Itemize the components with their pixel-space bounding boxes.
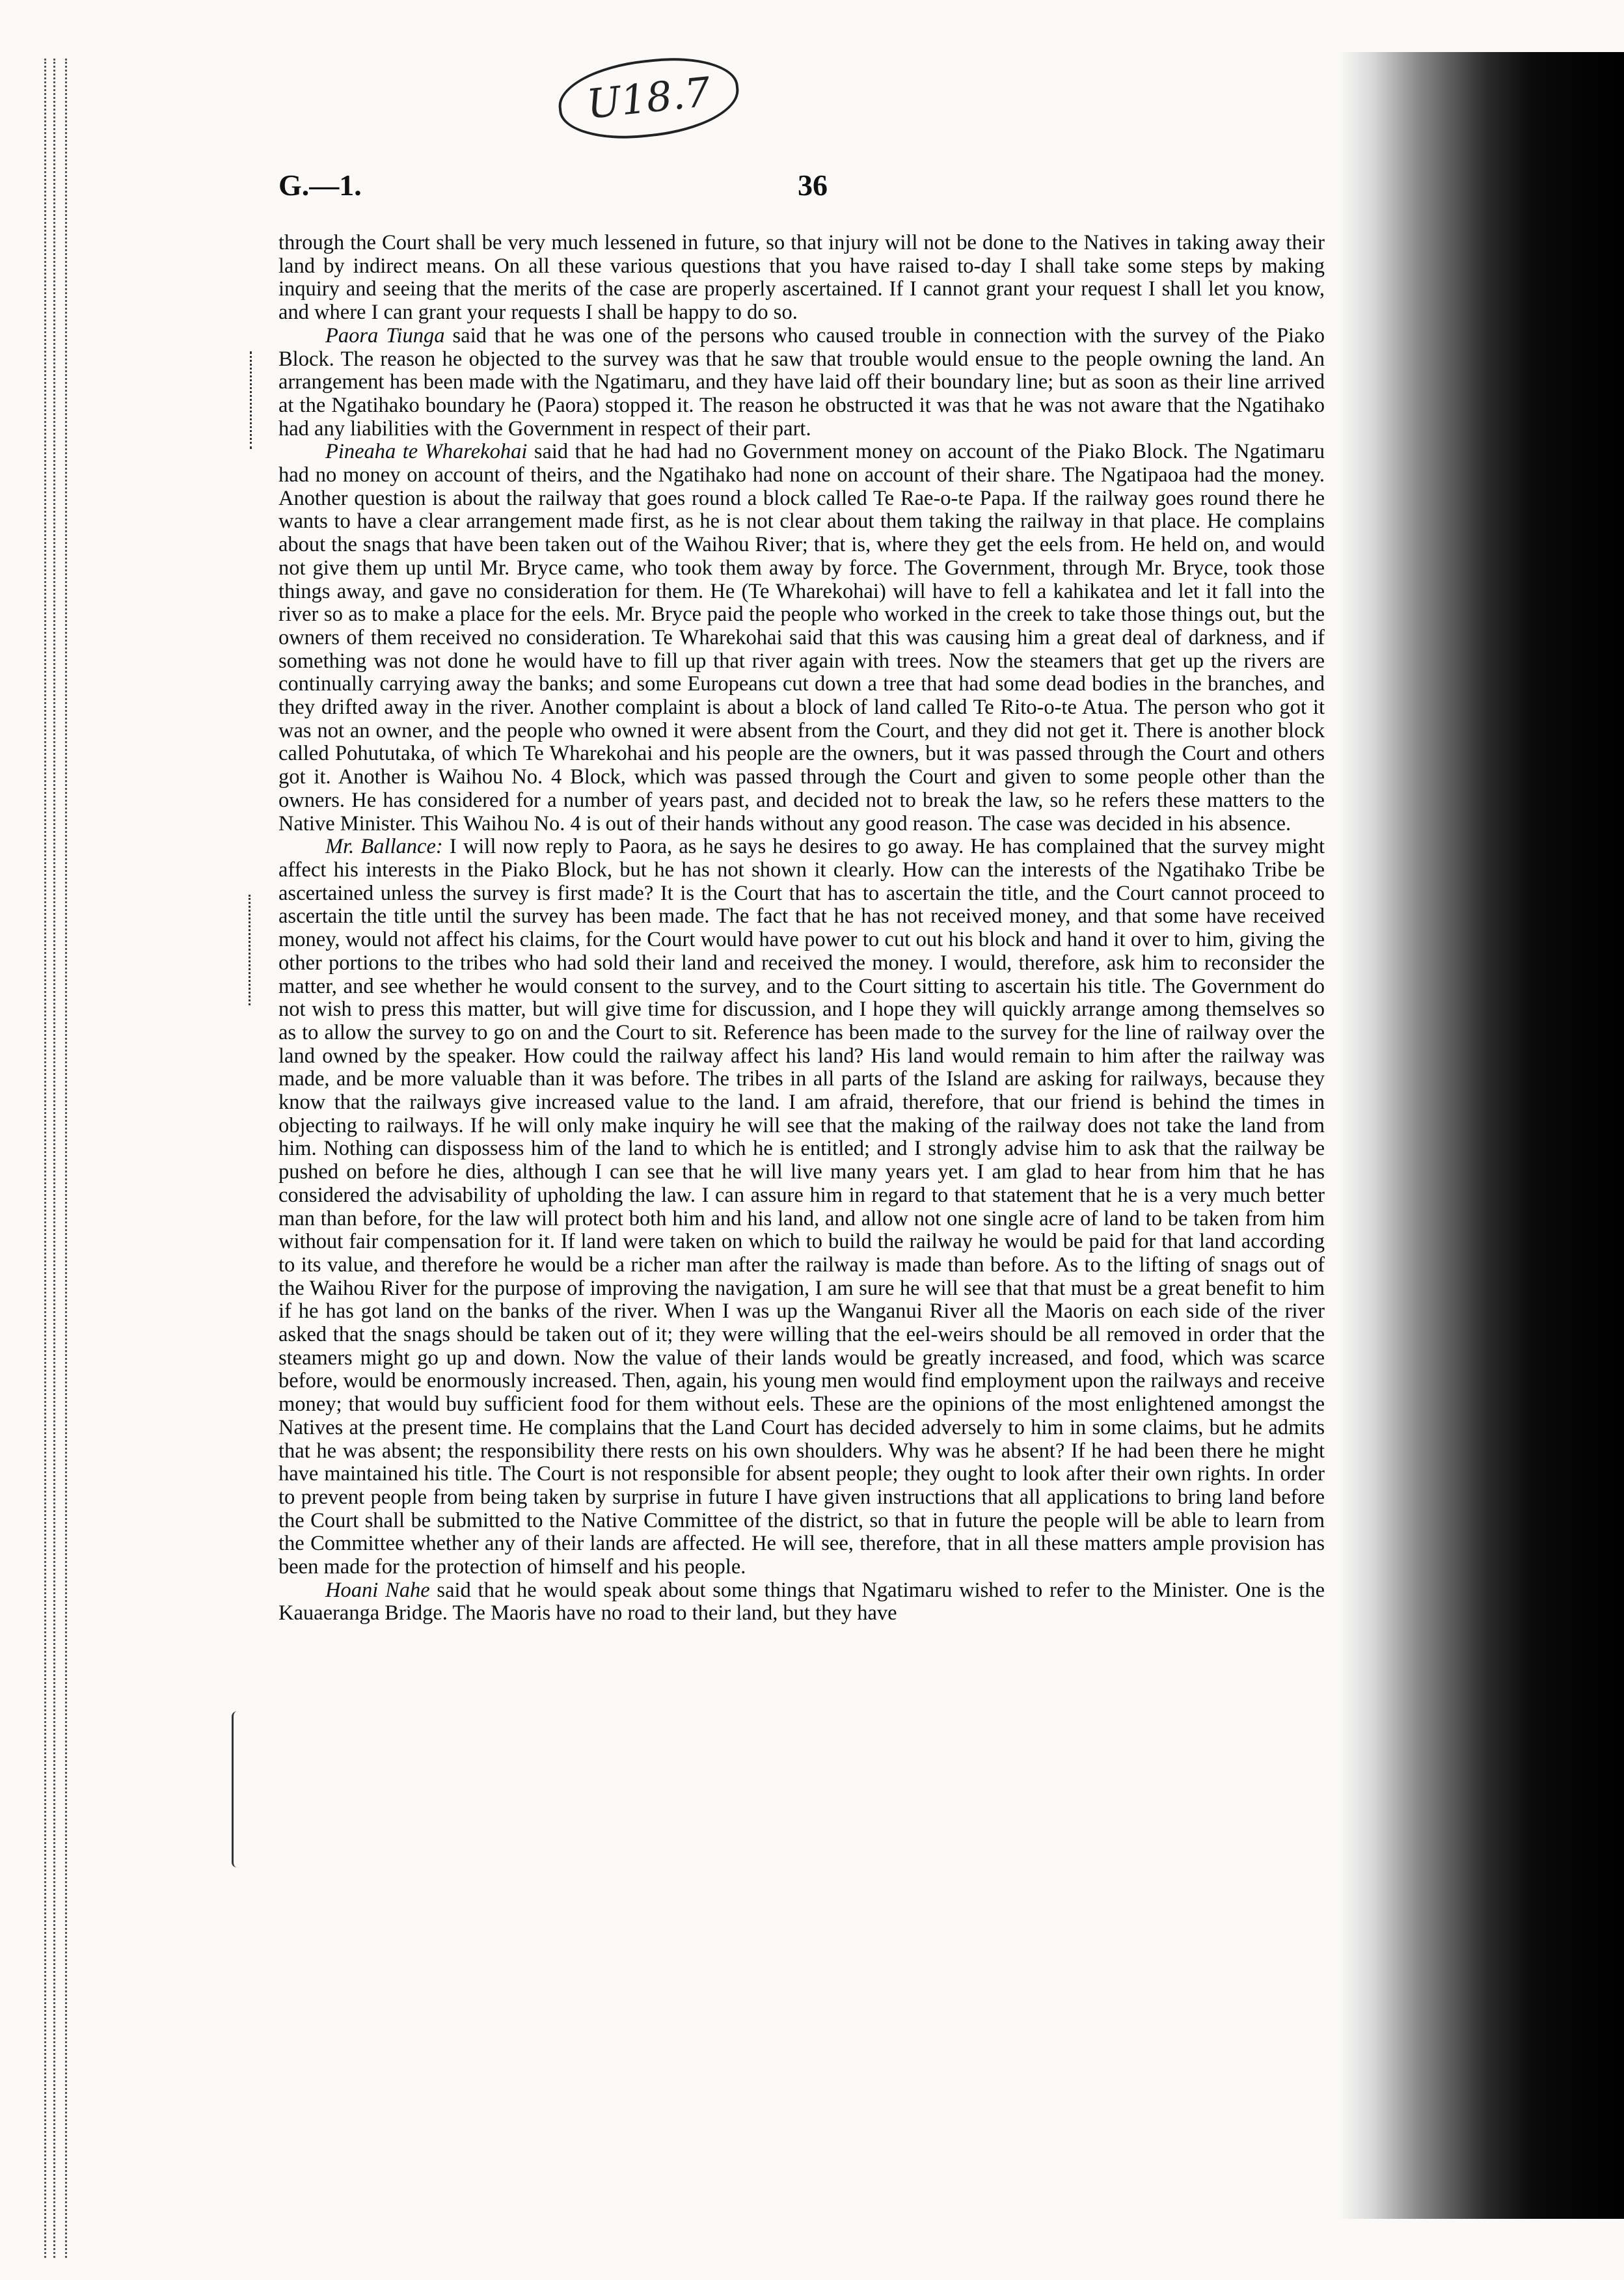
margin-bracket-mark [232,1711,243,1867]
speaker-name: Paora Tiunga [325,323,445,347]
margin-annotation-mark [250,351,256,449]
paragraph [278,232,1325,325]
paragraph [278,441,1325,835]
paragraph-text: through the Court shall be very much lessened in future, so that injury will not be done to the Natives in taking away their land by indirect means. On all these various questions that you have raised to-day I shall take some steps by making inquiry and seeing that the merits of the case are properly ascertained. If I cannot grant your request I shall let you know, and where I can grant your requests I shall be happy to do so. [278,231,1325,325]
speaker-name: Mr. Ballance: [325,835,443,859]
scanned-page-edge-shadow [1338,52,1624,2219]
margin-binding-lines [39,59,78,2258]
document-body [278,232,1325,1625]
document-code: G.—1. [278,169,362,202]
speaker-name: Pineaha te Wharekohai [325,440,528,464]
paragraph [278,1579,1325,1625]
paragraph-text: said that he had had no Government money on account of the Piako Block. The Ngatimaru had no money on account of theirs, and the Ngatihako had none on account of their share. The Ngatipaoa had the money. Another question is about the railway that goes round a block called Te Rae-o-te Papa. If the railway goes round there he wants to have a clear arrangement made first, as he is not clear about them taking the railway in that place. He complains about the snags that have been taken out of the Waihou River; that is, where they get the eels from. He held on, and would not give them up until Mr. Bryce came, who took them away by force. The Government, through Mr. Bryce, took those things away, and gave no consideration for them. He (Te Wharekohai) will have to fell a kahikatea and let it fall into the river so as to make a place for the eels. Mr. Bryce paid the people who worked in the creek to take those things out, but the owners of them received no consideration. Te Wharekohai said that this was causing him a great deal of darkness, and if something was not done he would have to fill up that river again with trees. Now the steamers that get up the rivers are continually carrying away the banks; and some Europeans cut down a tree that had some dead bodies in the branches, and they drifted away in the river. Another complaint is about a block of land called Te Rito-o-te Atua. The person who got it was not an owner, and the people who owned it were absent from the Court, and they did not get it. There is another block called Pohututaka, of which Te Wharekohai and his people are the owners, but it was passed through the Court and others got it. Another is Waihou No. 4 Block, which was passed through the Court and given to some people other than the owners. He has considered for a number of years past, and decided not to break the law, so he refers these matters to the Native Minister. This Waihou No. 4 is out of their hands without any good reason. The case was decided in his absence. [278,440,1325,835]
paragraph [278,835,1325,1579]
paragraph-text: I will now reply to Paora, as he says he desires to go away. He has complained that the survey might affect his interests in the Piako Block, but he has not shown it clearly. How can the interests of the Ngatihako Tribe be ascertained unless the survey is first made? It is the Court that has to ascertain the title, and the Court cannot proceed to ascertain the title until the survey has been made. The fact that he has not received money, and that some have received money, would not affect his claims, for the Court would have power to cut out his block and hand it over to him, giving the other portions to the tribes who had sold their land and received the money. I would, therefore, ask him to reconsider the matter, and see whether he would consent to the survey, and to the Court sitting to ascertain his title. The Government do not wish to press this matter, but will give time for discussion, and I hope they will quickly arrange among themselves so as to allow the survey to go on and the Court to sit. Reference has been made to the survey for the line of railway over the land owned by the speaker. How could the railway affect his land? His land would remain to him after the railway was made, and be more valuable than it was before. The tribes in all parts of the Island are asking for railways, because they know that the railways give increased value to the land. I am afraid, therefore, that our friend is behind the times in objecting to railways. If he will only make inquiry he will see that the making of the railway does not take the land from him. Nothing can dispossess him of the land to which he is entitled; and I strongly advise him to ask that the railway be pushed on before he dies, although I can see that he will live many years yet. I am glad to hear from him that he has considered the advisability of upholding the law. I can assure him in regard to that statement that he is a very much better man than before, for the law will protect both him and his land, and allow not one single acre of land to be taken from him without fair compensation for it. If land were taken on which to build the railway he would be paid for that land according to its value, and therefore he would be a richer man after the railway is made than before. As to the lifting of snags out of the Waihou River for the purpose of improving the navigation, I am sure he will see that that must be a great benefit to him if he has got land on the banks of the river. When I was up the Wanganui River all the Maoris on each side of the river asked that the snags should be taken out of it; they were willing that the eel-weirs should be all removed in order that the steamers might go up and down. Now the value of their lands would be greatly increased, and food, which was scarce before, would be enormously increased. Then, again, his young men would find employment upon the railways and receive money; that would buy sufficient food for them without eels. These are the opinions of the most enlightened amongst the Natives at the present time. He complains that the Land Court has decided adversely to him in some claims, but he admits that he was absent; the responsibility there rests on his own shoulders. Why was he absent? If he had been there he might have maintained his title. The Court is not responsible for absent people; they ought to look after their own rights. In order to prevent people from being taken by surprise in future I have given instructions that all applications to bring land before the Court shall be submitted to the Native Committee of the district, so that in future the people will be able to learn from the Committee whether any of their lands are affected. He will see, therefore, that in all these matters ample provision has been made for the protection of himself and his people. [278,835,1325,1579]
paragraph-text: said that he would speak about some things that Ngatimaru wished to refer to the Minister. One is the Kauaeranga Bridge. The Maoris have no road to their land, but they have [278,1578,1325,1625]
margin-annotation-mark [249,895,254,1005]
page-header [278,168,1325,207]
paragraph-text: said that he was one of the persons who caused trouble in connection with the survey of the Piako Block. The reason he objected to the survey was that he saw that trouble would ensue to the people owning the land. An arrangement has been made with the Ngatimaru, and they have laid off their boundary line; but as soon as their line arrived at the Ngatihako boundary he (Paora) stopped it. The reason he obstructed it was that he was not aware that the Ngatihako had any liabilities with the Government in respect of their part. [278,323,1325,441]
handwritten-archive-mark: U18.7 [555,51,743,146]
paragraph [278,325,1325,441]
speaker-name: Hoani Nahe [325,1578,430,1602]
page-number: 36 [798,169,828,202]
